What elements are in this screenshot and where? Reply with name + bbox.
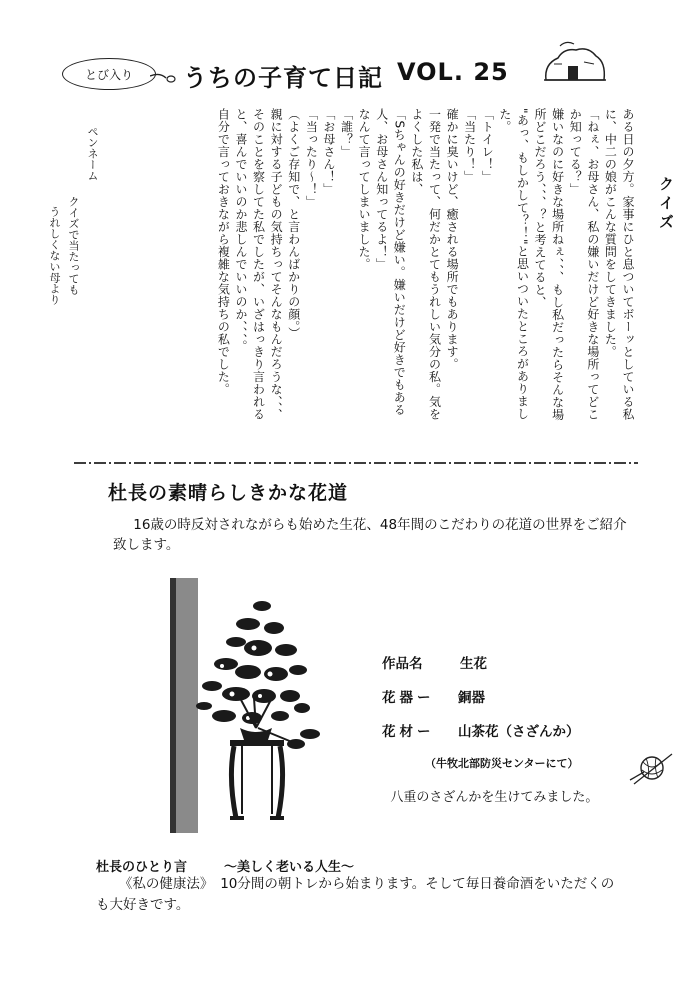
volume-number: VOL. 25 xyxy=(397,58,509,86)
column-subtitle: 〜美しく老いる人生〜 xyxy=(224,860,355,875)
diary-line: 「当たり！」 xyxy=(462,108,477,183)
column-text: 10分間の朝トレから始まります。そして毎日養命酒をいただくのも大好きです。 xyxy=(96,876,615,913)
rock-illustration-icon xyxy=(540,40,610,84)
speech-tail-icon xyxy=(150,70,176,84)
artwork-material-value: 山茶花（さざんか） xyxy=(458,724,580,740)
diary-line: 「Sちゃんの好きだけど嫌い。嫌いだけど好きでもある人、お母さん知ってるよ！」 xyxy=(374,108,407,417)
quiz-label: クイズ xyxy=(657,176,675,233)
series-title: うちの子育て日記 xyxy=(183,64,383,92)
pen-name-label: ペンネーム xyxy=(86,126,99,181)
section-title: 杜長の素晴らしきかな花道 xyxy=(108,482,349,504)
diary-line: 確かに臭いけど、癒される場所でもあります。 xyxy=(445,108,460,371)
diary-line: "あっ、もしかして？！"と思いついたところがありました。 xyxy=(497,108,530,421)
diary-line: 嫌いなのに好きな場所ねぇ、、、もし私だったらそんな場所どこだろう、、、？と考えてると、 xyxy=(533,108,565,421)
pen-name-line: クイズで当たっても xyxy=(67,196,80,295)
pen-name-block xyxy=(48,126,102,406)
diary-line: 親に対する子どもの気持ちってそんなもんだろうな、、、そのことを察してた私でしたが、いざはっきり言われると、喜んでいいのか悲しんでいいのか、、、。 xyxy=(233,108,284,421)
diary-line: ある日の夕方。家事にひと息ついてボーッとしている私に、中二の娘がこんな質問をしてきました。 xyxy=(603,108,635,421)
diary-line: 自分で言っておきながら複雑な気持ちの私でした。 xyxy=(216,108,231,396)
artwork-location: （牛牧北部防災センターにて） xyxy=(425,757,579,770)
artwork-vessel-label: 花器ー xyxy=(382,690,435,706)
diary-text xyxy=(110,108,636,428)
artwork-vessel-row xyxy=(382,686,485,706)
artwork-vessel-value: 銅器 xyxy=(458,690,485,706)
diary-line: 一発で当たって、何だかとてもうれしい気分の私。気をよくした私は、 xyxy=(409,108,442,421)
diary-line: 「当ったり〜！」 xyxy=(304,108,319,208)
column-topic: 《私の健康法》 xyxy=(118,876,207,892)
diary-line: 「お母さん！」 xyxy=(321,108,336,196)
column-body xyxy=(96,874,616,916)
artwork-material-label: 花材ー xyxy=(382,724,435,740)
artwork-name-value: 生花 xyxy=(460,656,487,672)
dashed-divider xyxy=(74,460,638,466)
diary-line: 「誰？」 xyxy=(339,108,354,158)
artwork-name-row xyxy=(382,652,487,672)
diary-line: なんて言ってしまいました。 xyxy=(357,108,372,271)
section-intro: 16歳の時反対されながらも始めた生花、48年間のこだわりの花道の世界をご紹介致します。 xyxy=(113,517,627,553)
diary-line: （よくご存知で、と言わんばかりの顔。） xyxy=(286,108,301,340)
artwork-name-label: 作品名 xyxy=(382,656,423,672)
ikebana-photo xyxy=(170,578,365,833)
corner-badge xyxy=(62,58,156,90)
column-heading xyxy=(96,856,354,875)
badge-label: とび入り xyxy=(84,67,133,82)
diary-line: 「ねぇ、お母さん、私の嫌いだけど好きな場所ってどこか知ってる？」 xyxy=(568,108,600,421)
artwork-comment: 八重のさざんかを生けてみました。 xyxy=(390,790,599,805)
pen-name-line: うれしくない母より xyxy=(48,206,61,305)
yarn-ball-icon xyxy=(628,748,678,788)
artwork-material-row xyxy=(382,720,580,740)
diary-line: 「トイレ！」 xyxy=(480,108,495,183)
column-heading-label: 杜長のひとり言 xyxy=(96,860,188,875)
